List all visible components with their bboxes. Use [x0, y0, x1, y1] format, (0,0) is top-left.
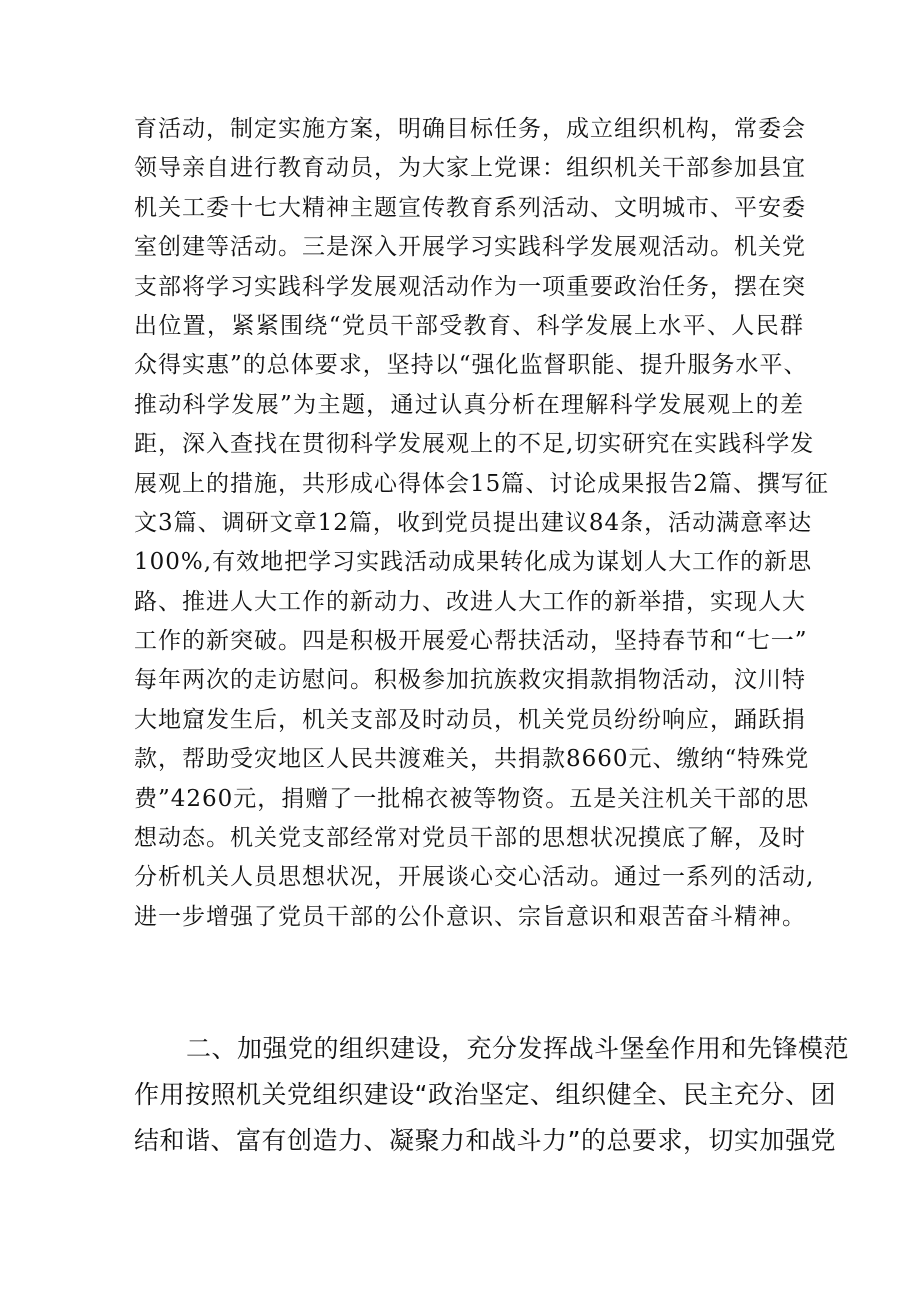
text-line: 路、推进人大工作的新动力、改进人大工作的新举措，实现人大 — [134, 588, 806, 615]
text-line: 文3篇、调研文章12篇，收到党员提出建议84条，活动满意率达 — [134, 509, 813, 536]
text-line: 展观上的措施，共形成心得体会15篇、讨论成果报告2篇、撰写征 — [134, 470, 829, 497]
text-line: 机关工委十七大精神主题宣传教育系列活动、文明城市、平安委 — [134, 194, 806, 221]
text-line: 大地窟发生后，机关支部及时动员，机关党员纷纷响应，踊跃捐 — [134, 706, 806, 733]
text-line: 作用按照机关党组织建设“政治坚定、组织健全、民主充分、团 — [134, 1080, 836, 1109]
text-line: 想动态。机关党支部经常对党员干部的思想状况摸底了解，及时 — [134, 825, 806, 852]
section-heading-paragraph — [134, 1026, 850, 1164]
text-line: 出位置，紧紧围绕“党员干部受教育、科学发展上水平、人民群 — [134, 312, 804, 339]
text-line: 支部将学习实践科学发展观活动作为一项重要政治任务，摆在突 — [134, 273, 806, 300]
text-line: 领导亲自进行教育动员，为大家上党课：组织机关干部参加县宜 — [134, 155, 806, 182]
text-line: 结和谐、富有创造力、凝聚力和战斗力”的总要求，切实加强党 — [134, 1126, 836, 1155]
text-line: 育活动，制定实施方案，明确目标任务，成立组织机构，常委会 — [134, 116, 806, 142]
text-line: 工作的新突破。四是积极开展爱心帮扶活动，坚持春节和“七一” — [134, 628, 808, 655]
body-paragraph — [134, 110, 829, 937]
text-line: 分析机关人员思想状况，开展谈心交心活动。通过一系列的活动, — [134, 864, 815, 891]
text-line: 二、加强党的组织建设，充分发挥战斗堡垒作用和先锋模范 — [186, 1034, 850, 1063]
text-line: 室创建等活动。三是深入开展学习实践科学发展观活动。机关党 — [134, 234, 806, 261]
text-line: 距，深入查找在贯彻科学发展观上的不足,切实研究在实践科学发 — [134, 431, 815, 458]
text-line: 100%,有效地把学习实践活动成果转化成为谋划人大工作的新思 — [134, 549, 813, 576]
text-line: 进一步增强了党员干部的公仆意识、宗旨意识和艰苦奋斗精神。 — [134, 903, 806, 930]
text-line: 款，帮助受灾地区人民共渡难关，共捐款8660元、缴纳“特殊党 — [134, 746, 810, 773]
text-line: 费”4260元，捐赠了一批棉衣被等物资。五是关注机关干部的思 — [134, 785, 810, 812]
text-line: 推动科学发展”为主题，通过认真分析在理解科学发展观上的差 — [134, 391, 804, 418]
text-line: 每年两次的走访慰问。积极参加抗族救灾捐款捐物活动，汶川特 — [134, 667, 806, 694]
text-line: 众得实惠”的总体要求，坚持以“强化监督职能、提升服务水平、 — [134, 352, 808, 379]
